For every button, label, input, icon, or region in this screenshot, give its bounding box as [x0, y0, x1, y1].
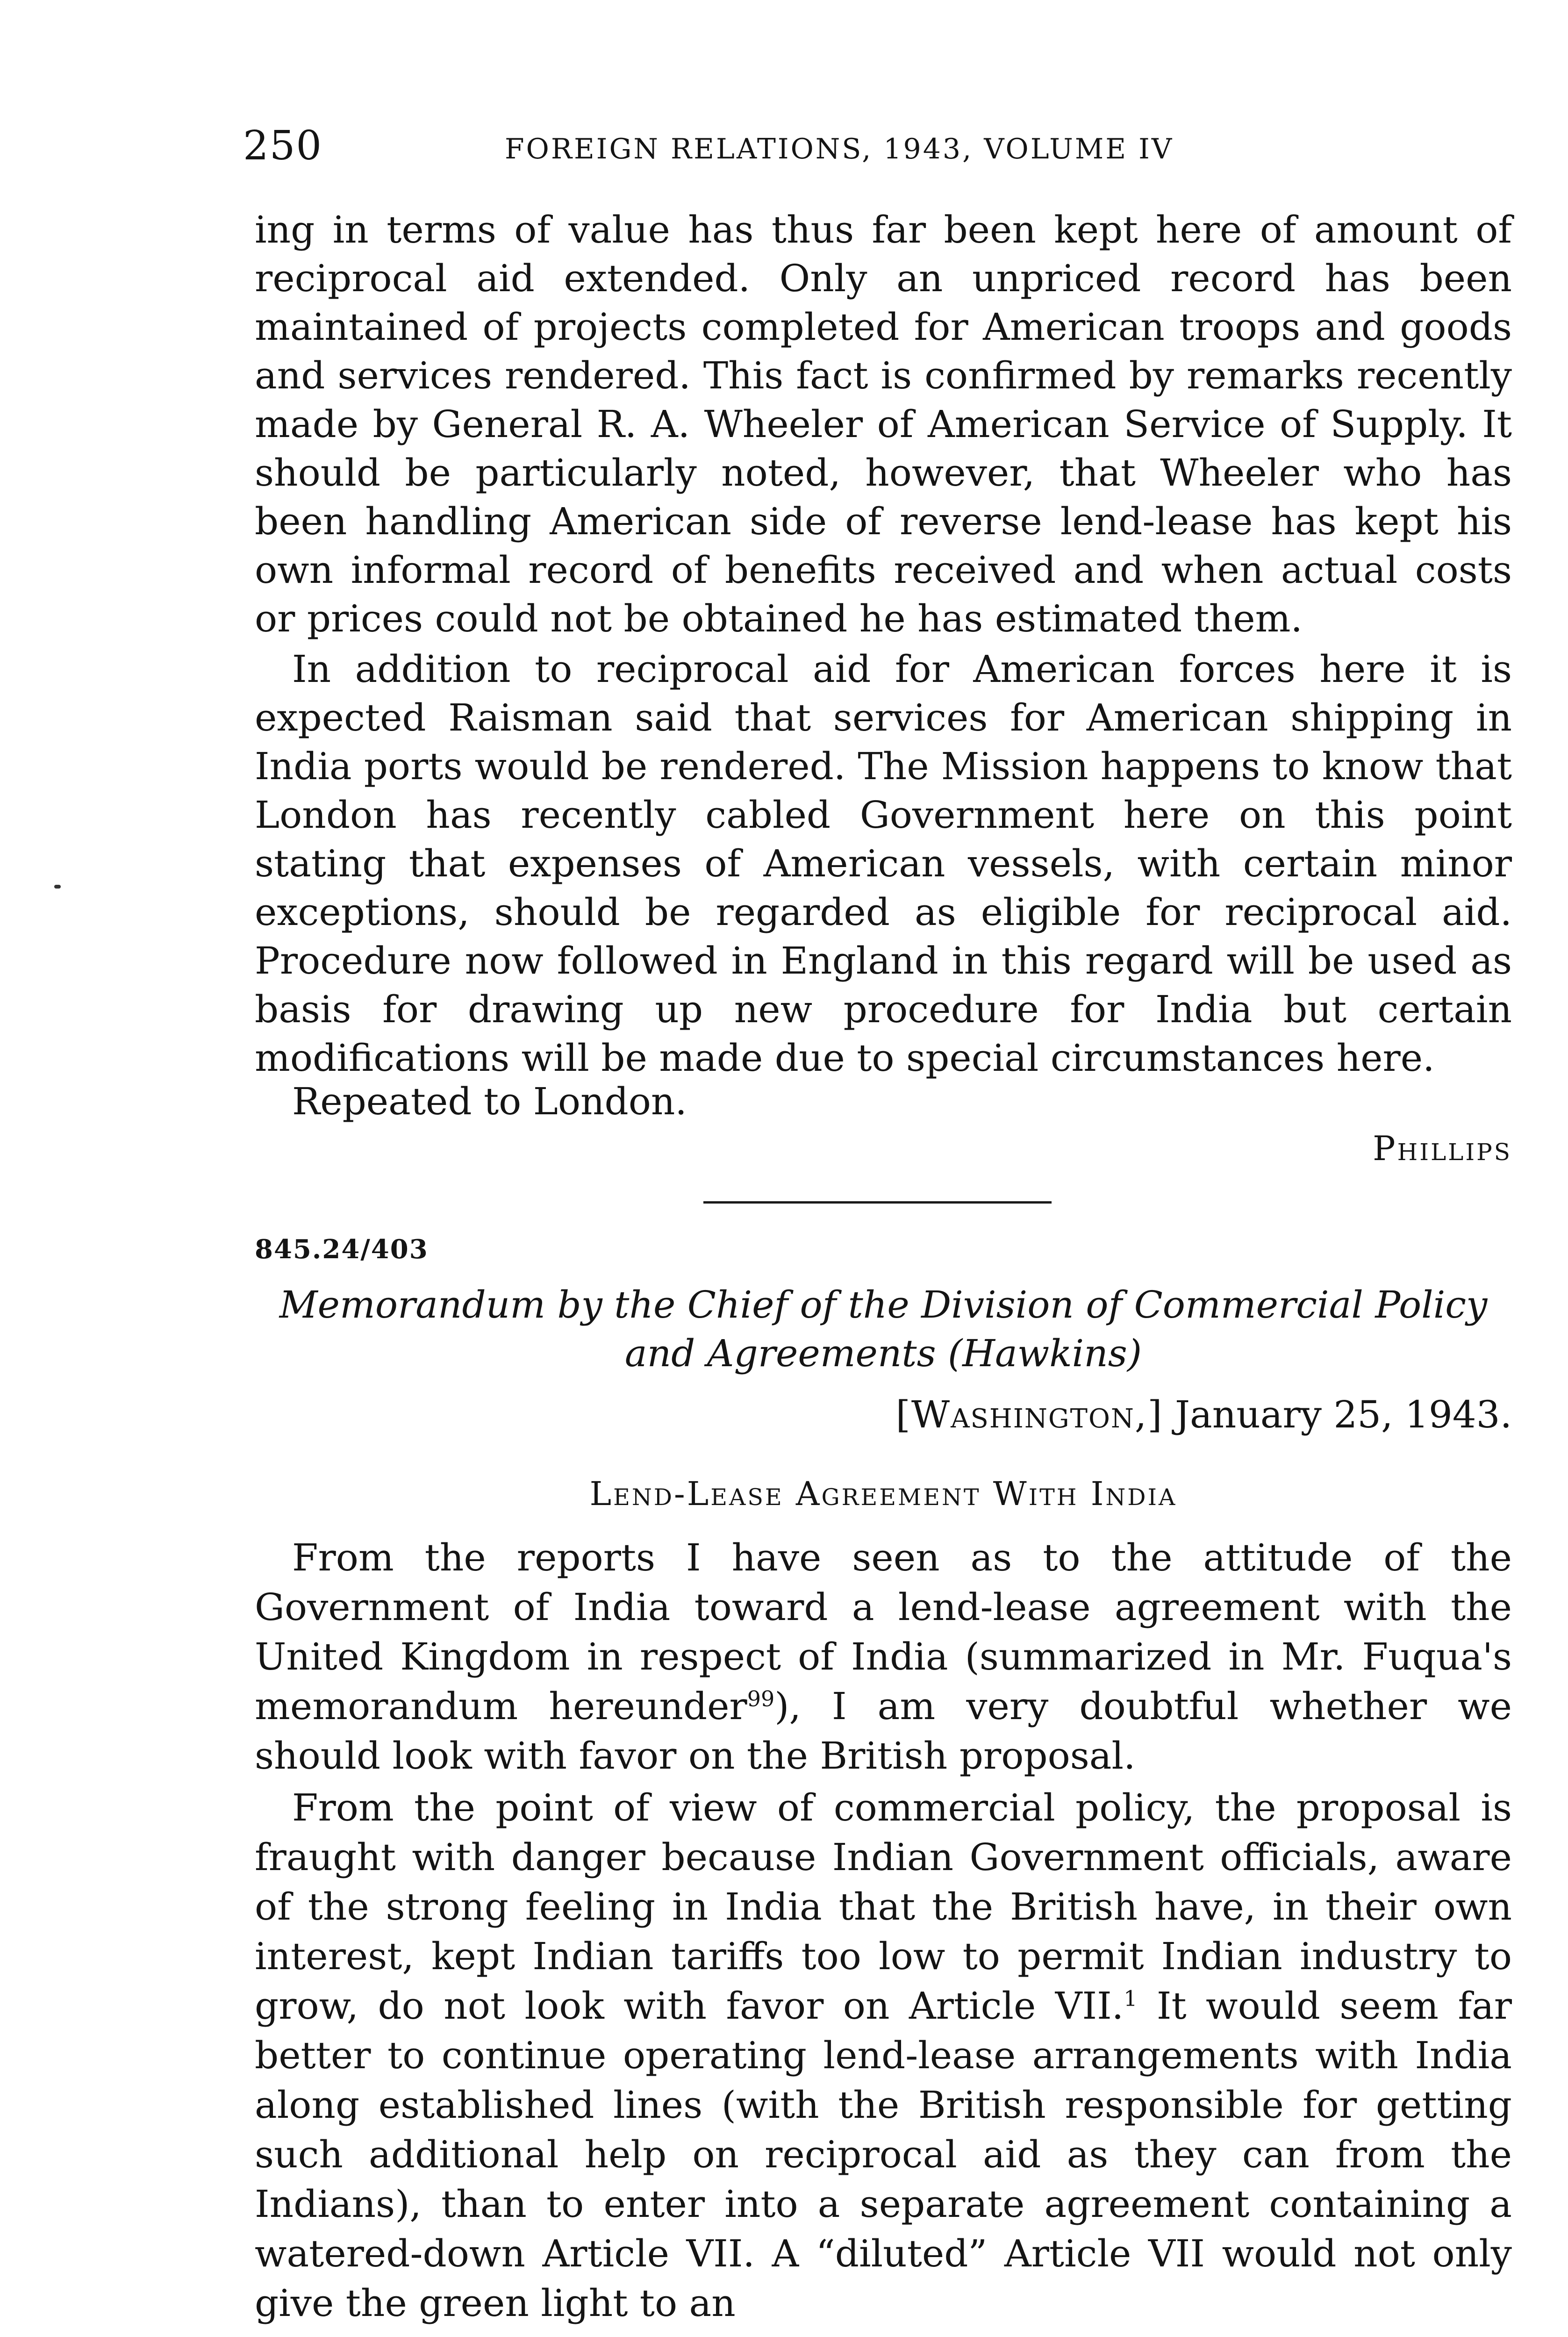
dateline-place: [Washington,] — [895, 1393, 1163, 1436]
dateline-date: January 25, 1943. — [1174, 1393, 1512, 1436]
memo-text: From the point of view of commercial policy, the proposal is fraught with danger because Indian Government officials, aware of the strong feeling in India that the British have, in their own interest, kept Indian tariffs too low to permit Indian industry to grow, do not look with favor on Article VII. — [255, 1786, 1512, 2028]
dateline — [896, 1393, 1512, 1436]
running-title: FOREIGN RELATIONS, 1943, VOLUME IV — [505, 133, 1174, 165]
footnote-ref: 1 — [1124, 1986, 1138, 2011]
telegram-paragraph: In addition to reciprocal aid for American forces here it is expected Raisman said that services for American shipping in India ports would be rendered. The Mission happens to know that London has recently cabled Government here on this point stating that expenses of American vessels, with certain minor exceptions, should be regarded as eligible for reciprocal aid. Procedure now followed in England in this regard will be used as basis for drawing up new procedure for India but certain modifications will be made due to special circumstances here. — [255, 647, 1512, 1080]
memo-paragraph — [255, 1533, 1512, 1781]
file-number: 845.24/403 — [255, 1234, 429, 1265]
memo-subject: Lend-Lease Agreement With India — [589, 1475, 1177, 1513]
footnote-ref: 99 — [747, 1686, 775, 1712]
continued-paragraph: ing in terms of value has thus far been kept here of amount of reciprocal aid extended. Only an unpriced record has been maintained of projects completed for American troops and goods and services rendered. This fact is confirmed by remarks recently made by General R. A. Wheeler of American Service of Supply. It should be particularly noted, however, that Wheeler who has been handling American side of reverse lend-lease has kept his own informal record of benefits received and when actual costs or prices could not be obtained he has estimated them. — [255, 208, 1512, 640]
memo-paragraph — [255, 1783, 1512, 2328]
document-title: Memorandum by the Chief of the Division of Commercial Policy and Agreements (Hawkins) — [279, 1283, 1488, 1375]
margin-speck — [54, 885, 61, 889]
page-header — [243, 122, 1514, 179]
page-number: 250 — [243, 122, 323, 169]
repeated-note: Repeated to London. — [292, 1080, 687, 1123]
memo-text: It would seem far better to continue operating lend-lease arrangements with India along established lines (with the British responsible for getting such additional help on reciprocal aid as they can from the Indians), than to enter into a separate agreement containing a watered-down Article VII. A “diluted” Article VII would not only give the green light to an — [255, 1984, 1512, 2325]
memo-text: ), I am very doubtful whether we should look with favor on the British proposal. — [255, 1685, 1512, 1778]
section-divider — [703, 1201, 1052, 1204]
signature: Phillips — [1373, 1129, 1512, 1168]
memo-text: From the reports I have seen as to the attitude of the Government of India toward a lend-lease agreement with the United Kingdom in respect of India (summarized in Mr. Fuqua's memorandum hereunder — [255, 1536, 1512, 1728]
